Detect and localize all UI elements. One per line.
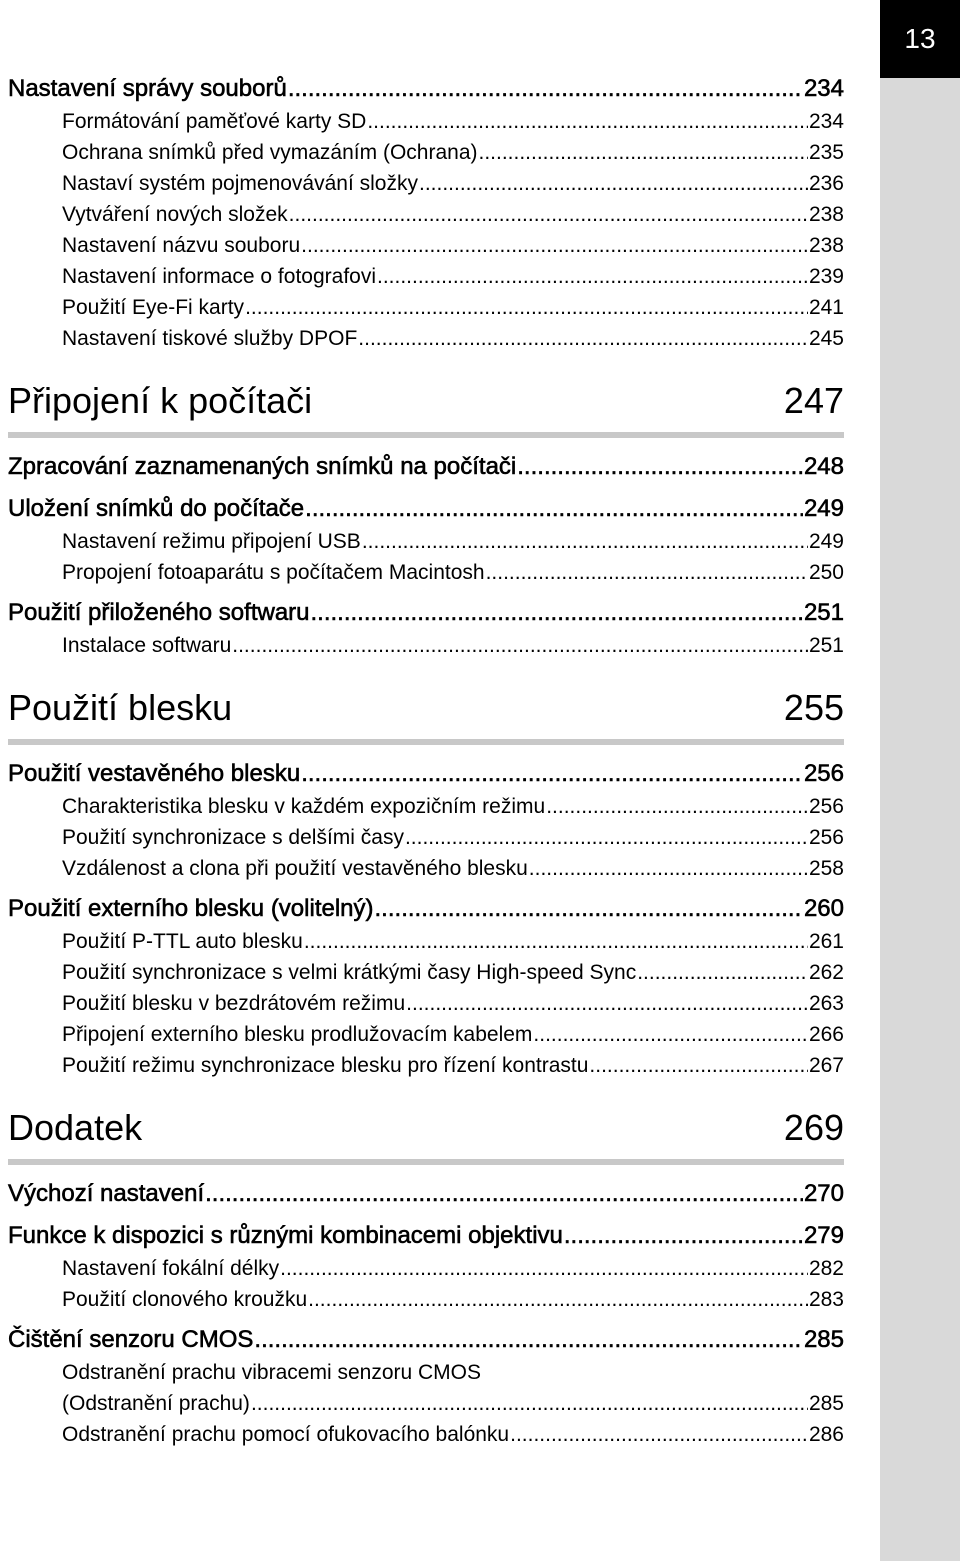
entry-title: Odstranění prachu vibracemi senzoru CMOS (62, 1361, 482, 1384)
entry-page: 250 (808, 561, 844, 584)
entry-title: Charakteristika blesku v každém expozičním režimu (62, 795, 546, 818)
entry-title: Použití přiloženého softwaru (8, 599, 310, 626)
entry-title: Výchozí nastavení (8, 1180, 205, 1207)
section-title: Použití blesku (8, 687, 233, 728)
dot-leader (486, 557, 808, 588)
entry-page: 248 (803, 453, 844, 480)
dot-leader (510, 1419, 808, 1450)
entry-page: 270 (803, 1180, 844, 1207)
entry-title: Použití P-TTL auto blesku (62, 930, 303, 953)
dot-leader (205, 1177, 803, 1211)
entry-title: Použití blesku v bezdrátovém režimu (62, 992, 406, 1015)
section-page: 255 (783, 687, 844, 728)
chapter-side-tab (880, 0, 960, 1561)
dot-leader (362, 526, 808, 557)
section-heading (8, 1101, 844, 1165)
toc-subentry[interactable] (8, 106, 844, 137)
dot-leader (301, 757, 803, 791)
dot-leader (419, 168, 808, 199)
entry-title: Vytváření nových složek (62, 203, 288, 226)
entry-page: 283 (808, 1288, 844, 1311)
section-page: 269 (783, 1107, 844, 1148)
dot-leader (245, 292, 808, 323)
entry-page: 263 (808, 992, 844, 1015)
dot-leader (405, 822, 808, 853)
entry-page: 260 (803, 895, 844, 922)
dot-leader (305, 492, 803, 526)
entry-page: 261 (808, 930, 844, 953)
dot-leader (358, 323, 808, 354)
dot-leader (533, 1019, 808, 1050)
toc-entry[interactable] (8, 596, 844, 630)
entry-title: Použití vestavěného blesku (8, 760, 301, 787)
entry-page: 245 (808, 327, 844, 350)
toc-entry[interactable] (8, 892, 844, 926)
section-page: 247 (783, 380, 844, 421)
entry-title: Nastaví systém pojmenovávání složky (62, 172, 418, 195)
entry-title: Použití synchronizace s velmi krátkými časy High-speed Sync (62, 961, 637, 984)
toc-entry[interactable] (8, 757, 844, 791)
dot-leader (546, 791, 808, 822)
dot-leader (479, 137, 808, 168)
entry-title: Instalace softwaru (62, 634, 232, 657)
entry-title: (Odstranění prachu) (62, 1392, 250, 1415)
toc-subentry[interactable] (8, 1419, 844, 1450)
toc-entry[interactable] (8, 1323, 844, 1357)
toc-subentry[interactable] (8, 1050, 844, 1081)
toc-subentry[interactable] (8, 526, 844, 557)
entry-page: 236 (808, 172, 844, 195)
dot-leader (280, 1253, 808, 1284)
entry-title: Nastavení názvu souboru (62, 234, 301, 257)
entry-page: 249 (803, 495, 844, 522)
toc-entry[interactable] (8, 450, 844, 484)
toc-entry[interactable] (8, 492, 844, 526)
dot-leader (288, 72, 803, 106)
dot-leader (375, 892, 803, 926)
toc-subentry[interactable] (8, 822, 844, 853)
entry-title: Nastavení tiskové služby DPOF (62, 327, 358, 350)
dot-leader (254, 1323, 803, 1357)
dot-leader (564, 1219, 803, 1253)
dot-leader (308, 1284, 808, 1315)
entry-title: Nastavení informace o fotografovi (62, 265, 376, 288)
dot-leader (251, 1388, 808, 1419)
entry-title: Zpracování zaznamenaných snímků na počítači (8, 453, 517, 480)
toc-subentry[interactable] (8, 323, 844, 354)
toc-entry[interactable] (8, 1219, 844, 1253)
toc-subentry[interactable] (8, 957, 844, 988)
entry-title: Nastavení fokální délky (62, 1257, 280, 1280)
entry-title: Nastavení správy souborů (8, 75, 287, 102)
toc-subentry[interactable] (8, 926, 844, 957)
entry-title: Nastavení režimu připojení USB (62, 530, 361, 553)
section-title: Dodatek (8, 1107, 143, 1148)
toc-subentry[interactable] (8, 168, 844, 199)
entry-title: Použití Eye-Fi karty (62, 296, 245, 319)
entry-title: Čištění senzoru CMOS (8, 1326, 254, 1353)
dot-leader (367, 106, 808, 137)
entry-page: 256 (808, 795, 844, 818)
toc-subentry[interactable] (8, 853, 844, 884)
dot-leader (232, 630, 808, 661)
section-title: Připojení k počítači (8, 380, 313, 421)
entry-page: 258 (808, 857, 844, 880)
toc-subentry[interactable] (8, 292, 844, 323)
toc-subentry[interactable] (8, 630, 844, 661)
entry-title: Ochrana snímků před vymazáním (Ochrana) (62, 141, 478, 164)
dot-leader (517, 450, 803, 484)
entry-page: 267 (808, 1054, 844, 1077)
entry-title: Uložení snímků do počítače (8, 495, 305, 522)
entry-title: Funkce k dispozici s různými kombinacemi objektivu (8, 1222, 563, 1249)
section-heading (8, 374, 844, 438)
toc-subentry[interactable] (8, 1019, 844, 1050)
entry-page: 234 (808, 110, 844, 133)
toc-subentry[interactable] (8, 1357, 844, 1388)
entry-title: Formátování paměťové karty SD (62, 110, 367, 133)
toc-subentry[interactable] (8, 199, 844, 230)
dot-leader (529, 853, 808, 884)
table-of-contents (8, 72, 844, 1450)
entry-title: Vzdálenost a clona při použití vestavěného blesku (62, 857, 528, 880)
page-number: 13 (880, 0, 960, 78)
section-heading (8, 681, 844, 745)
entry-page: 238 (808, 203, 844, 226)
entry-page: 266 (808, 1023, 844, 1046)
entry-page: 235 (808, 141, 844, 164)
entry-page: 256 (808, 826, 844, 849)
toc-subentry[interactable] (8, 791, 844, 822)
entry-title: Použití clonového kroužku (62, 1288, 308, 1311)
dot-leader (406, 988, 808, 1019)
entry-page: 238 (808, 234, 844, 257)
entry-page: 256 (803, 760, 844, 787)
entry-title: Odstranění prachu pomocí ofukovacího balónku (62, 1423, 510, 1446)
toc-subentry[interactable] (8, 988, 844, 1019)
toc-subentry[interactable] (8, 1253, 844, 1284)
toc-subentry[interactable] (8, 261, 844, 292)
entry-page: 282 (808, 1257, 844, 1280)
entry-page: 286 (808, 1423, 844, 1446)
entry-page: 285 (803, 1326, 844, 1353)
toc-subentry[interactable] (8, 137, 844, 168)
entry-title: Použití externího blesku (volitelný) (8, 895, 374, 922)
entry-page: 234 (803, 75, 844, 102)
entry-title: Použití režimu synchronizace blesku pro řízení kontrastu (62, 1054, 589, 1077)
dot-leader (304, 926, 808, 957)
toc-subentry[interactable] (8, 1388, 844, 1419)
entry-page: 239 (808, 265, 844, 288)
dot-leader (589, 1050, 808, 1081)
entry-title: Propojení fotoaparátu s počítačem Macintosh (62, 561, 485, 584)
dot-leader (377, 261, 808, 292)
entry-page: 251 (803, 599, 844, 626)
entry-title: Připojení externího blesku prodlužovacím kabelem (62, 1023, 533, 1046)
dot-leader (289, 199, 808, 230)
dot-leader (311, 596, 803, 630)
dot-leader (301, 230, 808, 261)
entry-title: Použití synchronizace s delšími časy (62, 826, 404, 849)
toc-subentry[interactable] (8, 1284, 844, 1315)
dot-leader (637, 957, 808, 988)
entry-page: 279 (803, 1222, 844, 1249)
entry-page: 262 (808, 961, 844, 984)
entry-page: 241 (808, 296, 844, 319)
toc-subentry[interactable] (8, 230, 844, 261)
entry-page: 251 (808, 634, 844, 657)
toc-entry[interactable] (8, 1177, 844, 1211)
entry-page: 249 (808, 530, 844, 553)
toc-subentry[interactable] (8, 557, 844, 588)
toc-entry[interactable] (8, 72, 844, 106)
entry-page: 285 (808, 1392, 844, 1415)
